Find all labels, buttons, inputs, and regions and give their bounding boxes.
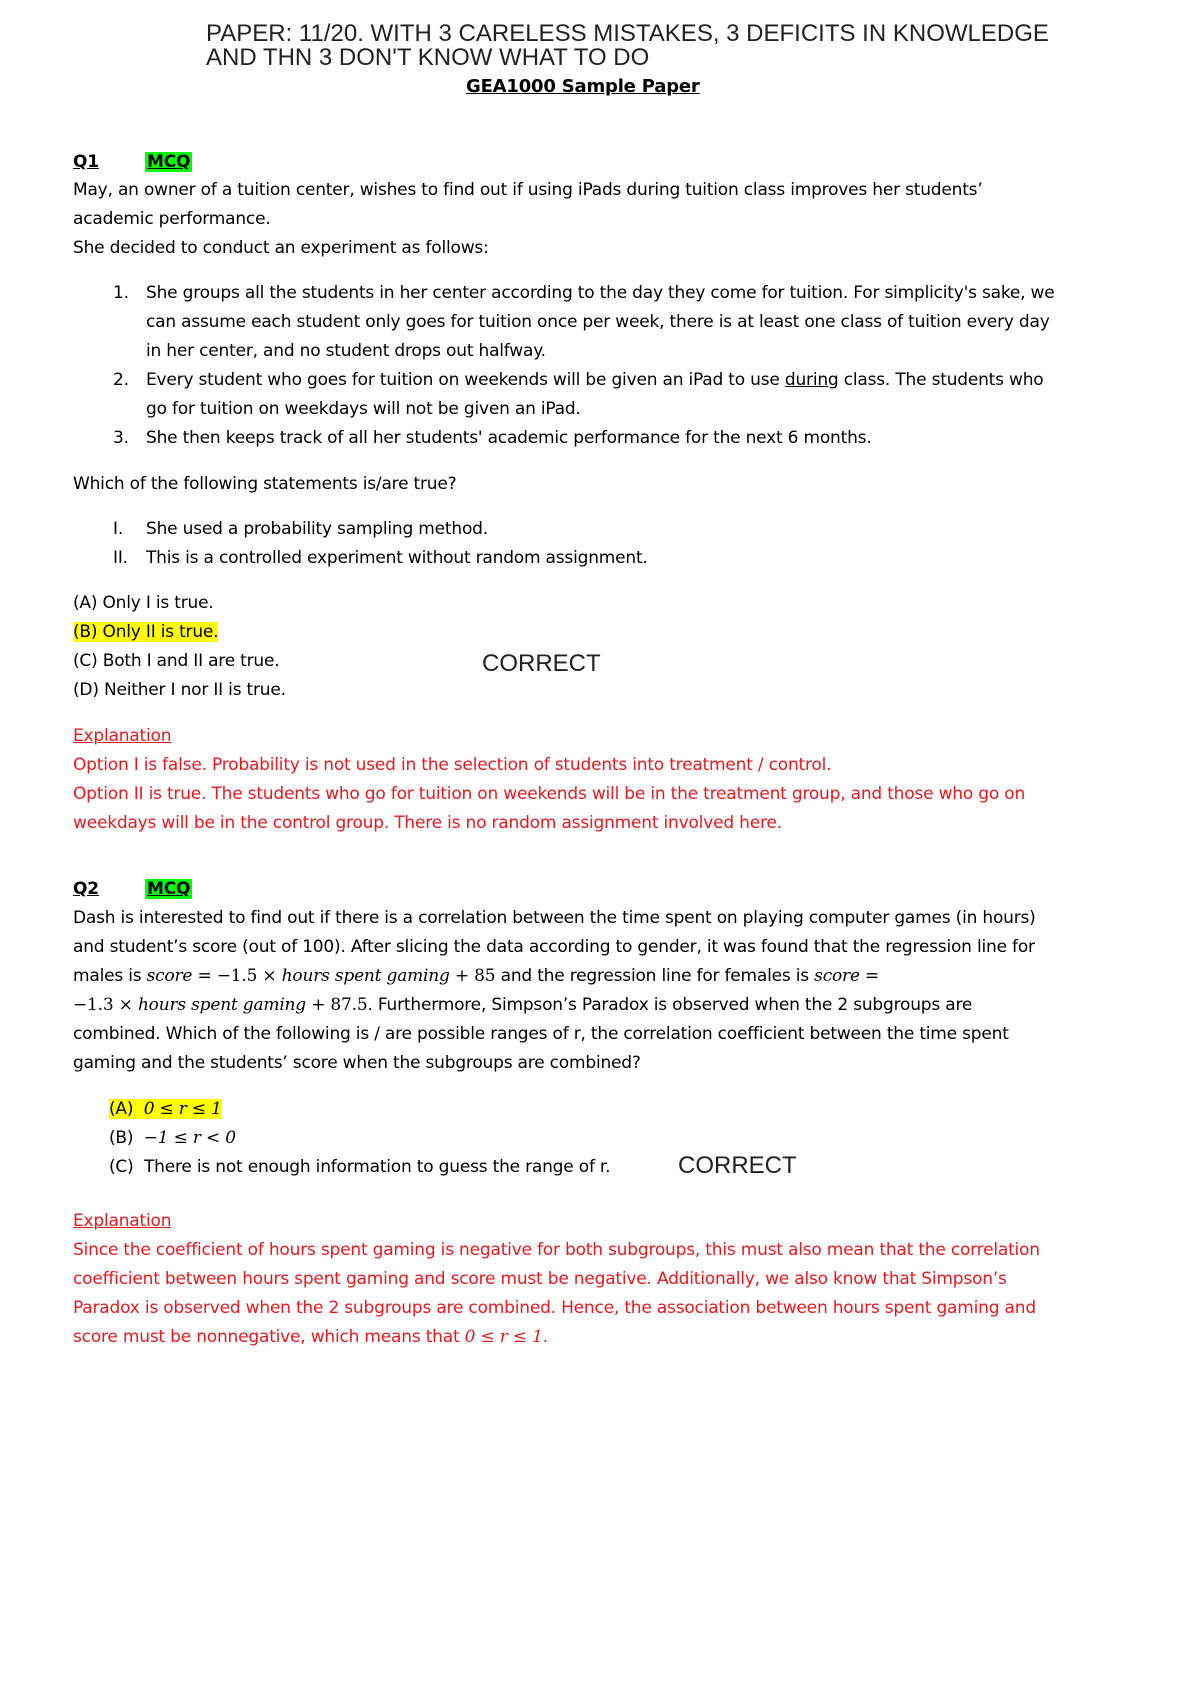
q1-explanation-line-2: Option II is true. The students who go for tuition on weekends will be in the treatment group, and those who go on: [73, 784, 1026, 804]
q2-line-3: males is score = −1.5 × hours spent gaming + 85 and the regression line for females is score =: [73, 966, 880, 986]
q1-step-2-line-2: go for tuition on weekdays will not be given an iPad.: [146, 399, 581, 419]
q1-step-2-number: 2.: [113, 370, 129, 390]
annotation-line-1: PAPER: 11/20. WITH 3 CARELESS MISTAKES, 3 DEFICITS IN KNOWLEDGE: [206, 20, 1049, 47]
q1-option-c: (C) Both I and II are true.: [73, 651, 280, 671]
eq-female-hours: hours spent gaming: [137, 995, 306, 1015]
q1-step-1-line-2: can assume each student only goes for tuition once per week, there is at least one class of tuition every day: [146, 312, 1050, 332]
eq-female-score: score: [814, 966, 860, 986]
q1-explanation-heading: Explanation: [73, 726, 172, 746]
q2-explanation-line-4: score must be nonnegative, which means that 0 ≤ r ≤ 1.: [73, 1327, 548, 1347]
underlined-during: during: [784, 370, 839, 390]
q1-label: Q1: [73, 152, 99, 172]
q2-option-b: (B) −1 ≤ r < 0: [109, 1128, 236, 1148]
q2-type-badge: MCQ: [147, 879, 191, 899]
q1-type-badge: MCQ: [147, 152, 191, 172]
q2-label: Q2: [73, 879, 99, 899]
q1-explanation-line-3: weekdays will be in the control group. There is no random assignment involved here.: [73, 813, 782, 833]
q1-intro-line-1: May, an owner of a tuition center, wishes to find out if using iPads during tuition class improves her students’: [73, 180, 983, 200]
q2-option-c: (C) There is not enough information to guess the range of r.: [109, 1157, 611, 1177]
q1-option-d: (D) Neither I nor II is true.: [73, 680, 286, 700]
eq-male-score: score: [146, 966, 193, 986]
q1-question: Which of the following statements is/are true?: [73, 474, 457, 494]
q1-step-1-line-1: She groups all the students in her center according to the day they come for tuition. For simplicity's sake, we: [146, 283, 1055, 303]
q2-line-4: −1.3 × hours spent gaming + 87.5. Furthermore, Simpson’s Paradox is observed when the 2 subgroups are: [73, 995, 973, 1015]
q1-step-3-number: 3.: [113, 428, 129, 448]
q1-statement-2-number: II.: [113, 548, 128, 568]
q2-line-1: Dash is interested to find out if there is a correlation between the time spent on playing computer games (in hours): [73, 908, 1036, 928]
q1-statement-1-number: I.: [113, 519, 124, 539]
q2-line-5: combined. Which of the following is / are possible ranges of r, the correlation coefficient between the time spent: [73, 1024, 1009, 1044]
q1-step-1-line-3: in her center, and no student drops out halfway.: [146, 341, 546, 361]
paper-title: GEA1000 Sample Paper: [466, 76, 700, 97]
q1-correct-mark: CORRECT: [482, 650, 601, 677]
q1-statement-2: This is a controlled experiment without random assignment.: [146, 548, 648, 568]
q2-option-a-selected: (A) 0 ≤ r ≤ 1: [109, 1099, 222, 1119]
q1-explanation-line-1: Option I is false. Probability is not used in the selection of students into treatment / control.: [73, 755, 832, 775]
eq-male-hours: hours spent gaming: [281, 966, 450, 986]
annotation-line-2: AND THN 3 DON'T KNOW WHAT TO DO: [206, 44, 650, 71]
q2-explanation-line-3: Paradox is observed when the 2 subgroups are combined. Hence, the association between hours spent gaming and: [73, 1298, 1036, 1318]
q1-statement-1: She used a probability sampling method.: [146, 519, 488, 539]
q2-explanation-heading: Explanation: [73, 1211, 172, 1231]
q2-explanation-line-2: coefficient between hours spent gaming and score must be negative. Additionally, we also know that Simpson’s: [73, 1269, 1007, 1289]
q1-step-3-line-1: She then keeps track of all her students' academic performance for the next 6 months.: [146, 428, 872, 448]
q1-option-a: (A) Only I is true.: [73, 593, 214, 613]
q1-step-1-number: 1.: [113, 283, 129, 303]
q1-option-b-selected: (B) Only II is true.: [73, 622, 219, 642]
q1-intro-line-3: She decided to conduct an experiment as follows:: [73, 238, 489, 258]
q2-explanation-line-1: Since the coefficient of hours spent gaming is negative for both subgroups, this must also mean that the correlation: [73, 1240, 1040, 1260]
q2-line-2: and student’s score (out of 100). After slicing the data according to gender, it was found that the regression line for: [73, 937, 1035, 957]
q1-intro-line-2: academic performance.: [73, 209, 271, 229]
q1-step-2-line-1: Every student who goes for tuition on weekends will be given an iPad to use during class. The students who: [146, 370, 1044, 390]
q2-correct-mark: CORRECT: [678, 1152, 797, 1179]
q2-line-6: gaming and the students’ score when the subgroups are combined?: [73, 1053, 641, 1073]
